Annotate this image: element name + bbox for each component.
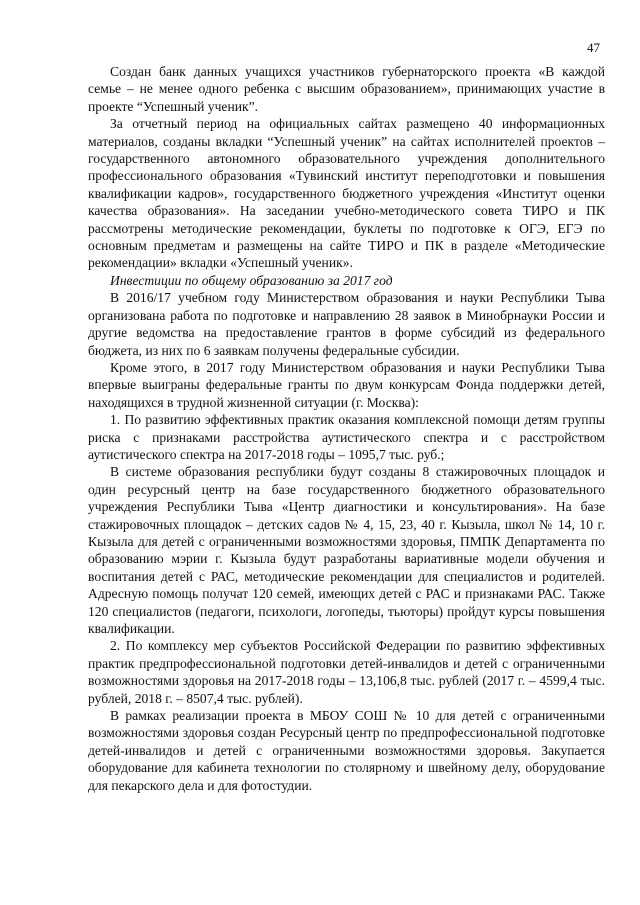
paragraph-federal-grants: Кроме этого, в 2017 году Министерством образования и науки Республики Тыва впервые выиграны федеральные гранты по двум конкурсам Фонда поддержки детей, находящихся в трудной жизненной ситуации (г. Москва):	[88, 359, 605, 410]
page-number: 47	[587, 40, 600, 55]
paragraph-autism-practices: 1. По развитию эффективных практик оказания комплексной помощи детям группы риска с признаками расстройства аутистического спектра и с расстройством аутистического спектра на 2017-2018 годы – 1095,7 тыс. руб.;	[88, 412, 605, 462]
paragraph-training-sites: В системе образования республики будут созданы 8 стажировочных площадок и один ресурсный центр на базе государственного бюджетного образовательного учреждения Республики Тыва «Центр диагностики и консультирования». На базе стажировочных площадок – детских садов № 4, 15, 23, 40 г. Кызыла, школ № 14, 10 г. Кызыла для детей с ограниченными возможностями здоровья, ПМПК Департамента по образованию мэрии г. Кызыла будут разработаны вариативные модели обучения и воспитания детей с РАС, методические рекомендации для специалистов и родителей. Адресную помощь получат 120 семей, имеющих детей с РАС и признаками РАС. Также 120 специалистов (педагоги, психологи, логопеды, тьюторы) пройдут курсы повышения квалификации.	[88, 464, 605, 636]
paragraph-information-materials: За отчетный период на официальных сайтах размещено 40 информационных материалов, созданы вкладки “Успешный ученик” на сайтах исполнителей проектов – государственного автономного образовательного учреждения дополнительного профессионального образования «Тувинский институт переподготовки и повышения квалификации кадров», государственного бюджетного учреждения «Институт оценки качества образования». На заседании учебно-методического совета ТИРО и ПК рассмотрены методические рекомендации, буклеты по подготовке к ОГЭ, ЕГЭ по основным предметам и размещены на сайте ТИРО и ПК в разделе «Методические рекомендации» вкладки «Успешный ученик».	[88, 116, 605, 271]
paragraph-grant-applications: В 2016/17 учебном году Министерством образования и науки Республики Тыва организована работа по подготовке и направлению 28 заявок в Минобрнауки России и другие ведомства на предоставление грантов в форме субсидий из федерального бюджета, из них по 6 заявкам получены федеральные субсидии.	[88, 290, 605, 358]
section-heading-investments: Инвестиции по общему образованию за 2017 год	[110, 272, 393, 288]
paragraph-resource-center: В рамках реализации проекта в МБОУ СОШ № 10 для детей с ограниченными возможностями здоровья создан Ресурсный центр по предпрофессиональной подготовке детей-инвалидов и детей с ограниченными возможностями здоровья. Закупается оборудование для кабинета технологии по столярному и швейному делу, оборудование для пекарского дела и для фотостудии.	[88, 708, 605, 793]
paragraph-data-bank: Создан банк данных учащихся участников губернаторского проекта «В каждой семье – не менее одного ребенка с высшим образованием», принимающих участие в проекте “Успешный ученик”.	[88, 64, 605, 114]
paragraph-preprofessional-training: 2. По комплексу мер субъектов Российской Федерации по развитию эффективных практик предпрофессиональной подготовки детей-инвалидов и детей с ограниченными возможностями здоровья на 2017-2018 годы – 13,106,8 тыс. рублей (2017 г. – 4599,4 тыс. рублей, 2018 г. – 8507,4 тыс. рублей).	[88, 638, 605, 706]
document-body	[88, 63, 605, 794]
